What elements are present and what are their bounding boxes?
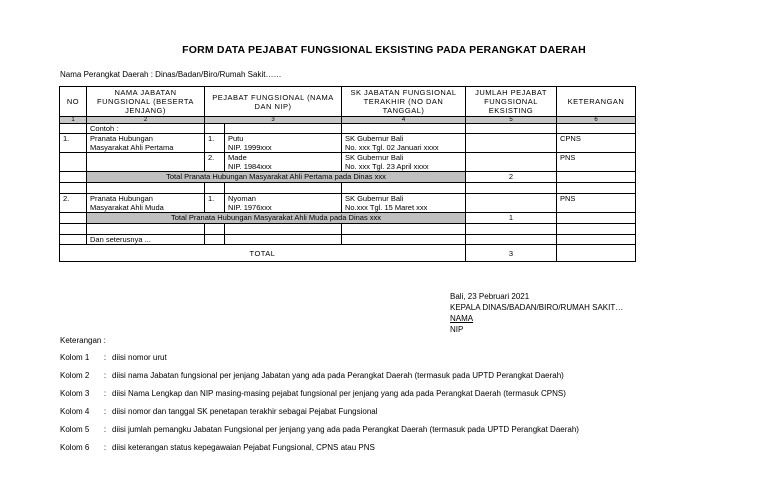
note-label: Kolom 5 [60,425,90,434]
note-item: Kolom 1 : diisi nomor urut [60,353,167,362]
subtotal-row [60,213,636,224]
note-item: Kolom 6 : diisi keterangan status kepegawaian Pejabat Fungsional, CPNS atau PNS [60,443,375,452]
note-text: diisi jumlah pemangku Jabatan Fungsional per jenjang yang ada pada Perangkat Daerah (termasuk pada UPTD Perangkat Daerah) [112,425,579,434]
status-cell: PNS [557,153,636,172]
table-row [60,153,636,172]
entry-index: 2. [205,153,225,172]
header-keterangan: KETERANGAN [557,87,636,117]
jabatan-name: Pranata Hubungan [90,134,153,143]
place-date: Bali, 23 Pebruari 2021 [450,292,530,301]
header-sk: SK JABATAN FUNGSIONAL TERAKHIR (NO DAN TANGGAL) [342,87,466,117]
pejabat-nip: NIP. 1976xxx [228,203,272,212]
note-item: Kolom 5 : diisi jumlah pemangku Jabatan Fungsional per jenjang yang ada pada Perangkat Daerah (termasuk pada UPTD Perangkat Daerah) [60,425,579,434]
note-text: diisi keterangan status kepegawaian Pejabat Fungsional, CPNS atau PNS [112,443,375,452]
header-jabatan: NAMA JABATAN FUNGSIONAL (BESERTA JENJANG) [87,87,205,117]
entry-index: 1. [205,194,225,213]
contoh-label: Contoh : [87,124,205,134]
note-label: Kolom 3 [60,389,90,398]
pejabat-nip: NIP. 1999xxx [228,143,272,152]
sk-title: SK Gubernur Bali [345,194,404,203]
header-jumlah: JUMLAH PEJABAT FUNGSIONAL EKSISTING [466,87,557,117]
note-text: diisi nama Jabatan fungsional per jenjang Jabatan yang ada pada Perangkat Daerah (termasuk pada UPTD Perangkat Daerah) [112,371,564,380]
header-row [60,87,636,117]
subtotal-label: Total Pranata Hubungan Masyarakat Ahli Muda pada Dinas xxx [87,213,466,224]
col-number: 2 [87,117,205,124]
column-number-row [60,117,636,124]
form-title: FORM DATA PEJABAT FUNGSIONAL EKSISTING PADA PERANGKAT DAERAH [182,44,586,56]
subtotal-row [60,172,636,183]
sk-title: SK Gubernur Bali [345,134,404,143]
notes-section [60,336,579,461]
header-pejabat: PEJABAT FUNGSIONAL (NAMA DAN NIP) [205,87,342,117]
continuation-text: Dan seterusnya ... [87,235,205,245]
row-number: 2. [60,194,87,213]
jabatan-name: Masyarakat Ahli Pertama [90,143,174,152]
jabatan-name: Masyarakat Ahli Muda [90,203,164,212]
grand-total-value: 3 [466,245,557,262]
note-label: Kolom 1 [60,353,90,362]
pejabat-name: Putu [228,134,244,143]
signer-position: KEPALA DINAS/BADAN/BIRO/RUMAH SAKIT… [450,303,624,312]
signer-nip: NIP [450,325,464,334]
status-cell: CPNS [557,134,636,153]
sk-title: SK Gubernur Bali [345,153,404,162]
note-label: Kolom 4 [60,407,90,416]
spacer-row [60,224,636,235]
pejabat-nip: NIP. 1984xxx [228,162,272,171]
contoh-row [60,124,636,134]
header-no: NO [60,87,87,117]
sk-number: No.xxx Tgl. 15 Maret xxx [345,203,428,212]
pejabat-name: Made [228,153,247,162]
note-item: Kolom 3 : diisi Nama Lengkap dan NIP masing-masing pejabat fungsional per jenjang yang ada pada Perangkat Daerah (termasuk CPNS) [60,389,566,398]
note-item: Kolom 2 : diisi nama Jabatan fungsional per jenjang Jabatan yang ada pada Perangkat Daerah (termasuk pada UPTD Perangkat Daerah) [60,371,564,380]
unit-name-line: Nama Perangkat Daerah : Dinas/Badan/Biro/Rumah Sakit…… [60,70,282,79]
note-label: Kolom 6 [60,443,90,452]
col-number: 5 [466,117,557,124]
note-label: Kolom 2 [60,371,90,380]
notes-heading: Keterangan : [60,336,106,345]
pejabat-table [59,86,636,262]
continuation-row [60,235,636,245]
row-number: 1. [60,134,87,153]
note-item: Kolom 4 : diisi nomor dan tanggal SK penetapan terakhir sebagai Pejabat Fungsional [60,407,378,416]
signature-block [450,291,623,335]
signer-name: NAMA [450,314,474,323]
note-text: diisi nomor dan tanggal SK penetapan terakhir sebagai Pejabat Fungsional [112,407,378,416]
col-number: 6 [557,117,636,124]
col-number: 4 [342,117,466,124]
entry-index: 1. [205,134,225,153]
table-row [60,134,636,153]
status-cell: PNS [557,194,636,213]
table-row [60,194,636,213]
sk-number: No. xxx Tgl. 02 Januari xxxx [345,143,439,152]
sk-number: No. xxx Tgl. 23 April xxxx [345,162,429,171]
subtotal-label: Total Pranata Hubungan Masyarakat Ahli Pertama pada Dinas xxx [87,172,466,183]
col-number: 1 [60,117,87,124]
note-text: diisi nomor urut [112,353,167,362]
subtotal-value: 1 [466,213,557,224]
subtotal-value: 2 [466,172,557,183]
grand-total-label: TOTAL [60,245,466,262]
pejabat-name: Nyoman [228,194,256,203]
spacer-row [60,183,636,194]
jabatan-name: Pranata Hubungan [90,194,153,203]
note-text: diisi Nama Lengkap dan NIP masing-masing pejabat fungsional per jenjang yang ada pada Perangkat Daerah (termasuk CPNS) [112,389,566,398]
col-number: 3 [205,117,342,124]
grand-total-row [60,245,636,262]
